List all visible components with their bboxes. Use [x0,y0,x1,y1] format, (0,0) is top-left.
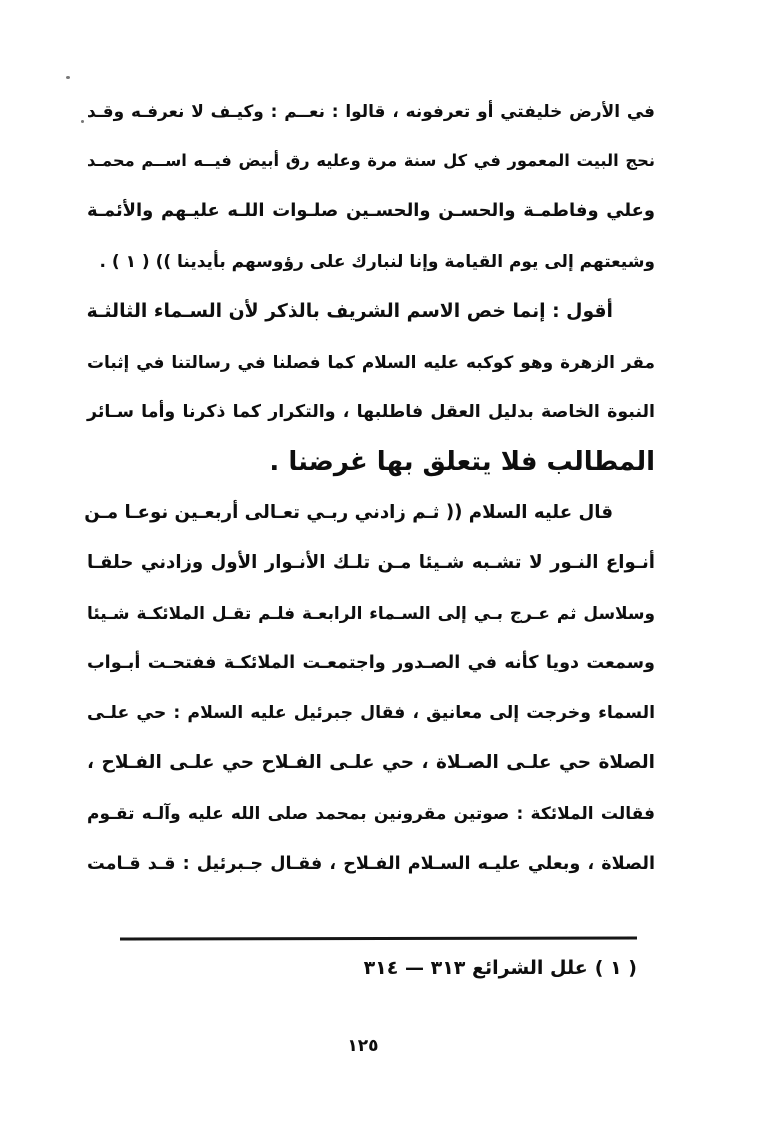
body-line-15: فقالت الملائكة : صوتين مقرونين بمحمد صلى الله عليه وآلـه تقـوم [87,803,655,824]
body-line-8: المطالب فلا يتعلق بها غرضنا . [269,447,655,478]
footnote-source: علل الشرائع ٣١٣ — ٣١٤ [363,957,588,979]
body-line-1: في الأرض خليفتي أو تعرفونه ، قالوا : نعــم : وكيـف لا نعرفـه وقـد [87,101,655,121]
body-line-13: السماء وخرجت إلى معانيق ، فقال جبرئيل عليه السلام : حي علـى [87,703,655,724]
body-line-9: قال عليه السلام (( ثـم زادني ربـي تعـالى أربعـين نوعـا مـن [84,501,613,523]
scan-speck [81,120,84,123]
body-line-11: وسلاسل ثم عـرج بـي إلى السـماء الرابعـة فلـم تقـل الملائكـة شـيئا [87,602,655,623]
footnote-divider [120,936,637,940]
body-line-3: وعلي وفاطمـة والحسـن والحسـين صلـوات اللـه عليـهم والأئمـة [87,200,655,222]
page-number: ١٢٥ [347,1036,379,1056]
body-line-16: الصلاة ، وبعلي عليـه السـلام الفـلاح ، فقـال جـبرئيل : قـد قـامت [87,853,655,874]
body-line-6: مقر الزهرة وهو كوكبه عليه السلام كما فصلنا في رسالتنا في إثبات [87,351,655,372]
footnote-marker: ( ١ ) [594,957,637,979]
body-line-10: أنـواع النـور لا تشـبه شـيئا مـن تلـك الأنـوار الأول وزادني حلقـا [87,551,655,573]
body-line-4: وشيعتهم إلى يوم القيامة وإنا لنبارك على رؤوسهم بأيدينا )) ( ١ ) . [99,251,655,272]
body-text [84,86,655,889]
footnote [364,951,637,985]
body-line-14: الصلاة حي علـى الصـلاة ، حي علـى الفـلاح حي علـى الفـلاح ، [87,752,655,774]
body-line-2: نحج البيت المعمور في كل سنة مرة وعليه رق أبيض فيــه اســم محمـد [87,151,655,171]
scan-speck [66,76,70,79]
body-line-12: وسمعت دويا كأنه في الصـدور واجتمعـت الملائكـة ففتحـت أبـواب [87,653,655,674]
body-line-5: أقول : إنما خص الاسم الشريف بالذكر لأن السـماء الثالثـة [86,300,613,322]
body-line-7: النبوة الخاصة بدليل العقل فاطلبها ، والتكرار كما ذكرنا وأما سـائر [87,402,655,423]
